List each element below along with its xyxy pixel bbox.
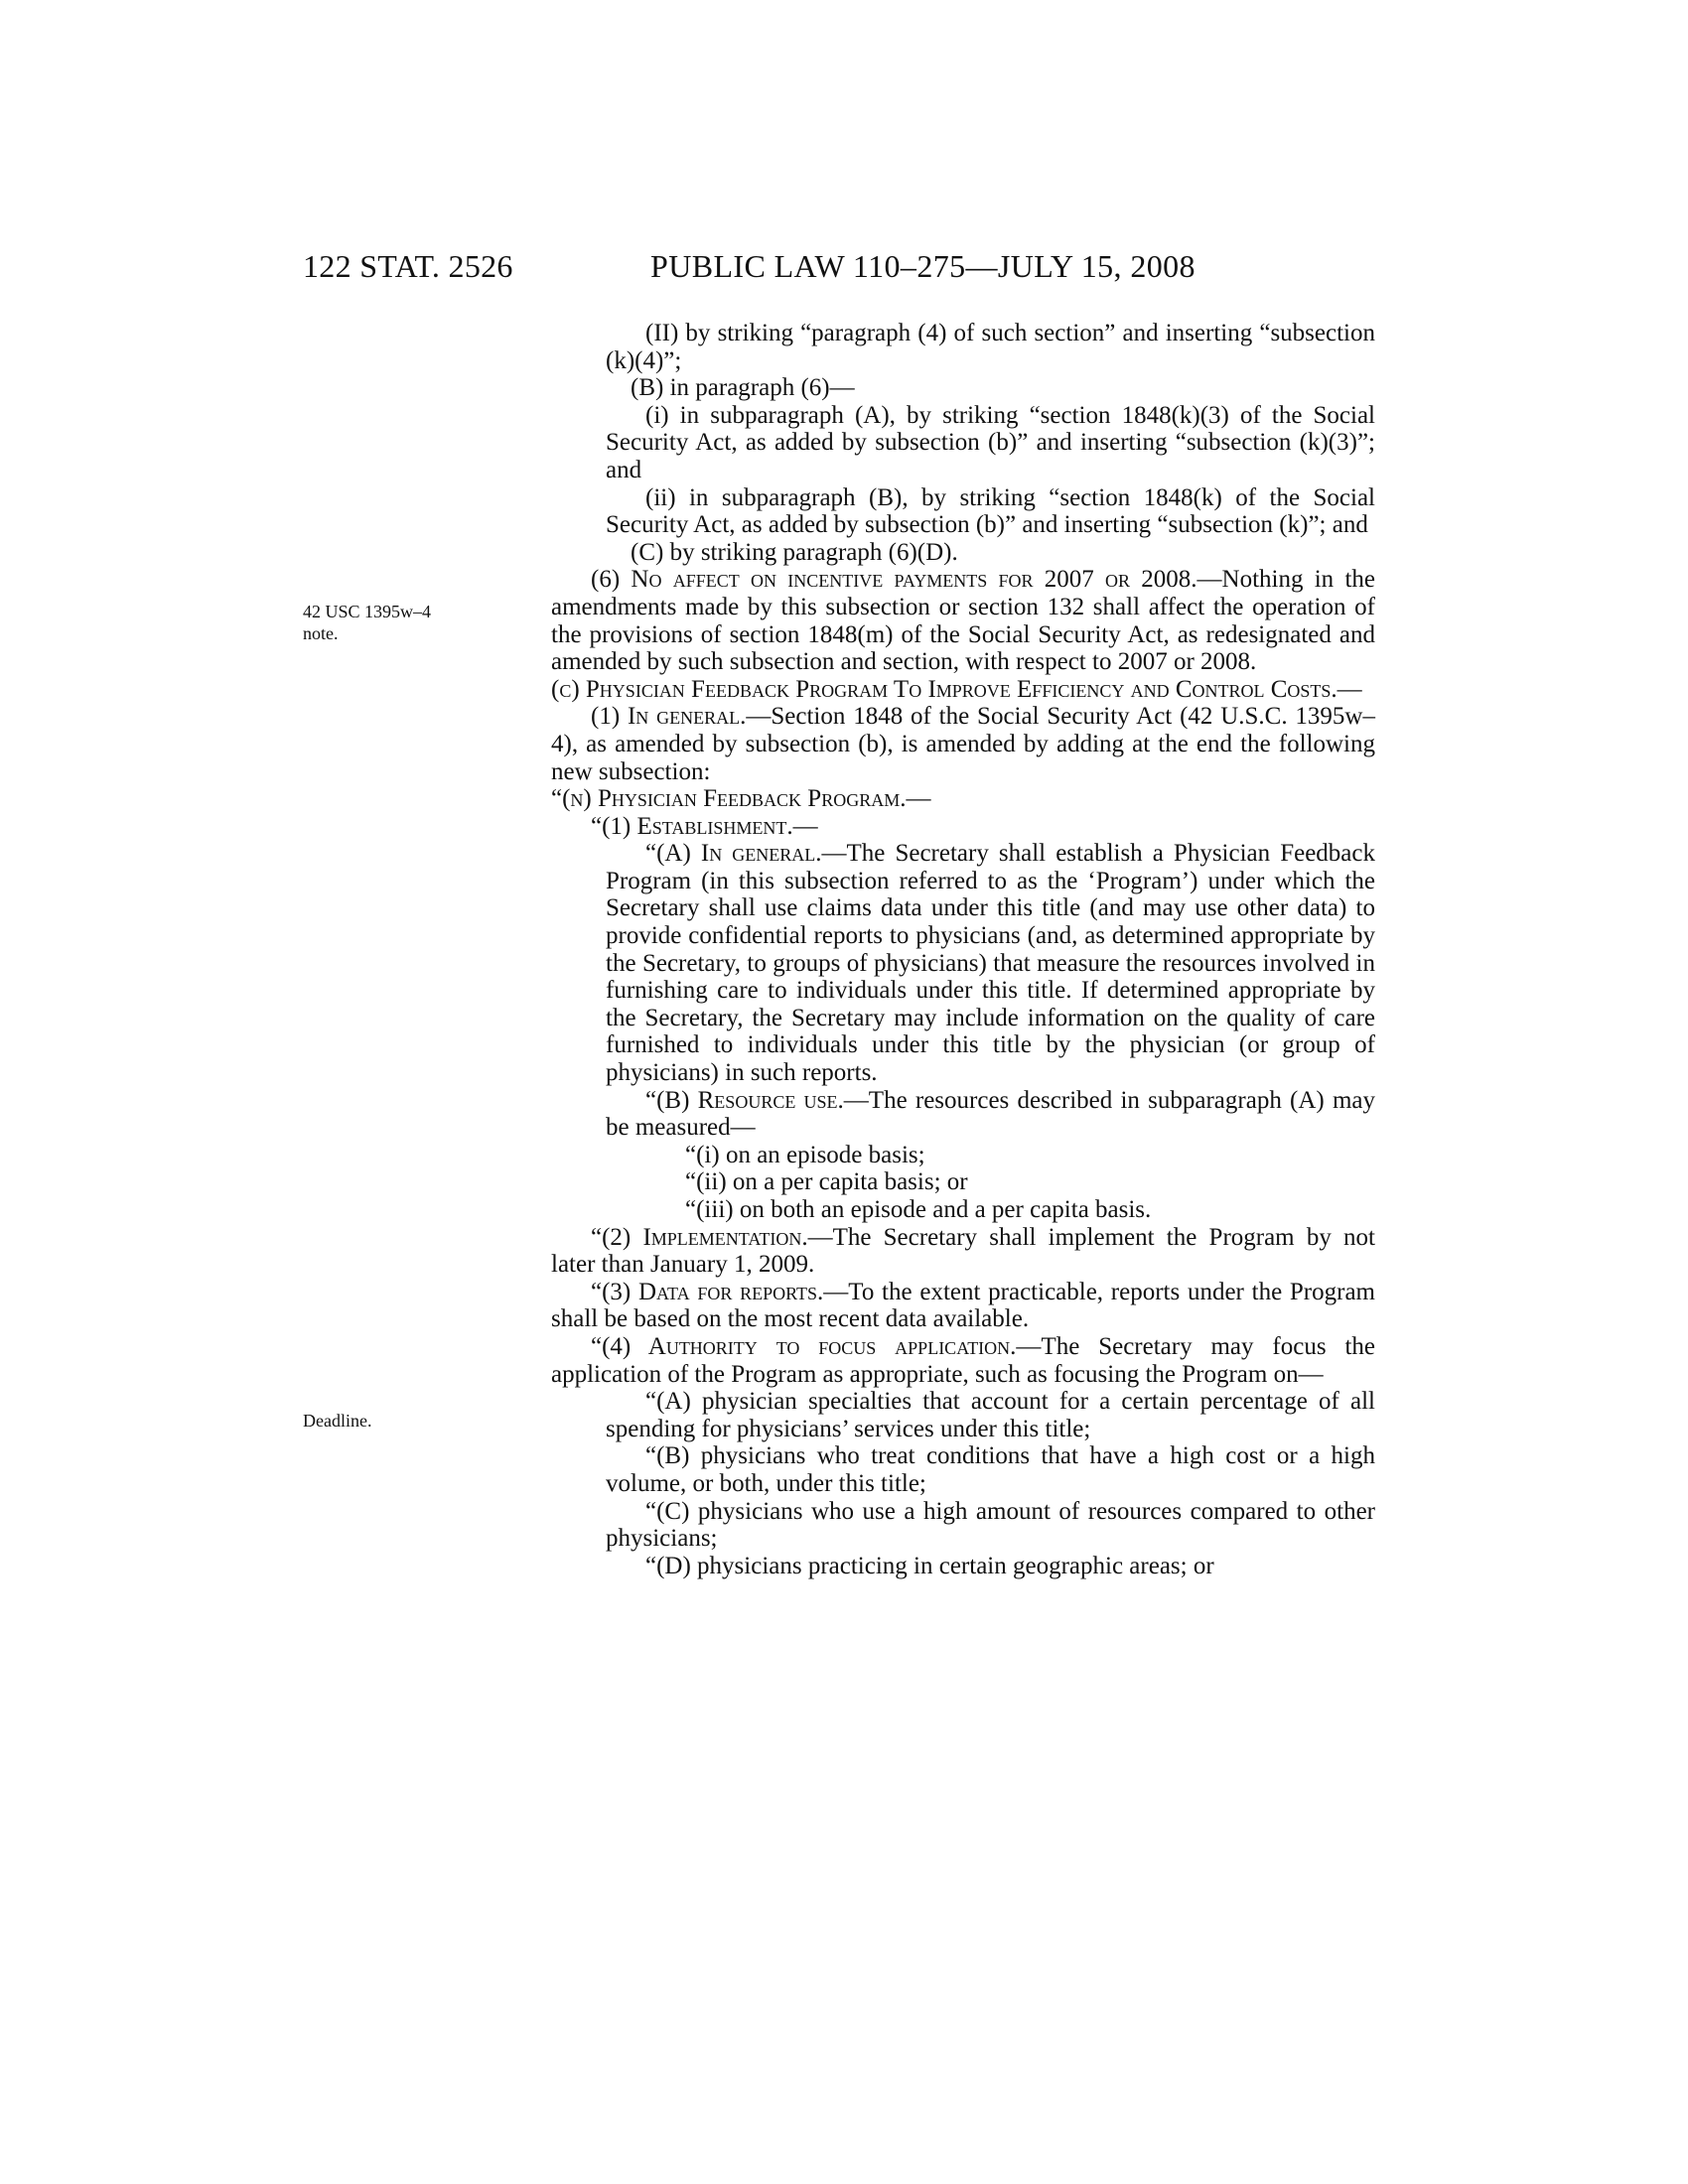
n-4-b: “(B) physicians who treat conditions that have a high cost or a high volume, or both, under this title; — [606, 1442, 1375, 1497]
n-2-heading: “(2) Implementation.— — [591, 1223, 833, 1251]
n-2-text: The Secretary shall implement the Program by not later than January 1, 2009. — [551, 1223, 1375, 1279]
n-4 — [551, 1333, 1375, 1388]
n-1-b-i: “(i) on an episode basis; — [685, 1141, 925, 1168]
n-4-text: The Secretary may focus the application of the Program as appropriate, such as focusing the Program on— — [551, 1332, 1375, 1388]
paragraph-b-i: (i) in subparagraph (A), by striking “section 1848(k)(3) of the Social Security Act, as added by subsection (b)” and inserting “subsection (k)(3)”; and — [606, 401, 1375, 483]
n-1-b-heading: “(B) Resource use.— — [645, 1086, 869, 1114]
stat-page-number: 122 STAT. 2526 — [303, 248, 513, 284]
paragraph-c: (C) by striking paragraph (6)(D). — [631, 538, 958, 566]
paragraph-b: (B) in paragraph (6)— — [631, 374, 855, 402]
n-1-a-heading: “(A) In general.— — [645, 840, 847, 868]
n-3-text: To the extent practicable, reports under the Program shall be based on the most recent data available. — [551, 1278, 1375, 1333]
n-2 — [551, 1224, 1375, 1279]
n-3-heading: “(3) Data for reports.— — [591, 1278, 849, 1305]
n-1-b-ii: “(ii) on a per capita basis; or — [685, 1168, 968, 1196]
n-4-d: “(D) physicians practicing in certain geographic areas; or — [645, 1552, 1214, 1579]
page-title: PUBLIC LAW 110–275—JULY 15, 2008 — [650, 248, 1196, 284]
n-4-a: “(A) physician specialties that account for a certain percentage of all spending for physicians’ services under this title; — [606, 1388, 1375, 1442]
c-1-heading: (1) In general.— — [591, 703, 772, 731]
n-1-b-iii: “(iii) on both an episode and a per capita basis. — [685, 1196, 1152, 1223]
subsection-c-heading: (c) Physician Feedback Program To Improve Efficiency and Control Costs.— — [551, 675, 1362, 703]
paragraph-ii: (II) by striking “paragraph (4) of such section” and inserting “subsection (k)(4)”; — [606, 320, 1375, 374]
c-1-text: Section 1848 of the Social Security Act (42 U.S.C. 1395w–4), as amended by subsection (b), is amended by adding at the end the following new subsection: — [551, 703, 1375, 785]
n-1-a — [551, 840, 1375, 1086]
n-1-b-text: The resources described in subparagraph (A) may be measured— — [606, 1086, 1375, 1142]
n-3 — [551, 1279, 1375, 1333]
paragraph-b-ii: (ii) in subparagraph (B), by striking “section 1848(k) of the Social Security Act, as added by subsection (b)” and inserting “subsection (k)”; and — [606, 483, 1375, 539]
usc-note-line1: 42 USC 1395w–4 — [303, 602, 432, 621]
n-4-heading: “(4) Authority to focus application.— — [591, 1332, 1042, 1360]
usc-margin-note — [303, 601, 431, 644]
subsection-c-1 — [551, 703, 1375, 785]
paragraph-6-text: Nothing in the amendments made by this subsection or section 132 shall affect the operation of the provisions of section 1848(m) of the Social Security Act, as redesignated and amended by such subsection and section, with respect to 2007 or 2008. — [551, 566, 1375, 676]
document-body — [551, 320, 1375, 1579]
paragraph-6-heading: (6) No affect on incentive payments for 2007 or 2008.— — [591, 566, 1222, 594]
usc-note-line2: note. — [303, 623, 339, 643]
n-1-heading: “(1) Establishment.— — [591, 812, 818, 840]
subsection-n-heading: “(n) Physician Feedback Program.— — [551, 785, 931, 813]
n-1-b — [551, 1087, 1375, 1142]
deadline-margin-note: Deadline. — [303, 1411, 372, 1431]
paragraph-6 — [551, 566, 1375, 675]
n-4-c: “(C) physicians who use a high amount of resources compared to other physicians; — [606, 1497, 1375, 1553]
n-1-a-text: The Secretary shall establish a Physician Feedback Program (in this subsection referred to as the ‘Program’) under which the Secretary shall use claims data under this title (and may use other data) to provide confidential reports to physicians (and, as determined appropriate by the Secretary, to groups of physicians) that measure the resources involved in furnishing care to individuals under this title. If determined appropriate by the Secretary, the Secretary may include information on the quality of care furnished to individuals under this title by the physician (or group of physicians) in such reports. — [606, 840, 1375, 1087]
